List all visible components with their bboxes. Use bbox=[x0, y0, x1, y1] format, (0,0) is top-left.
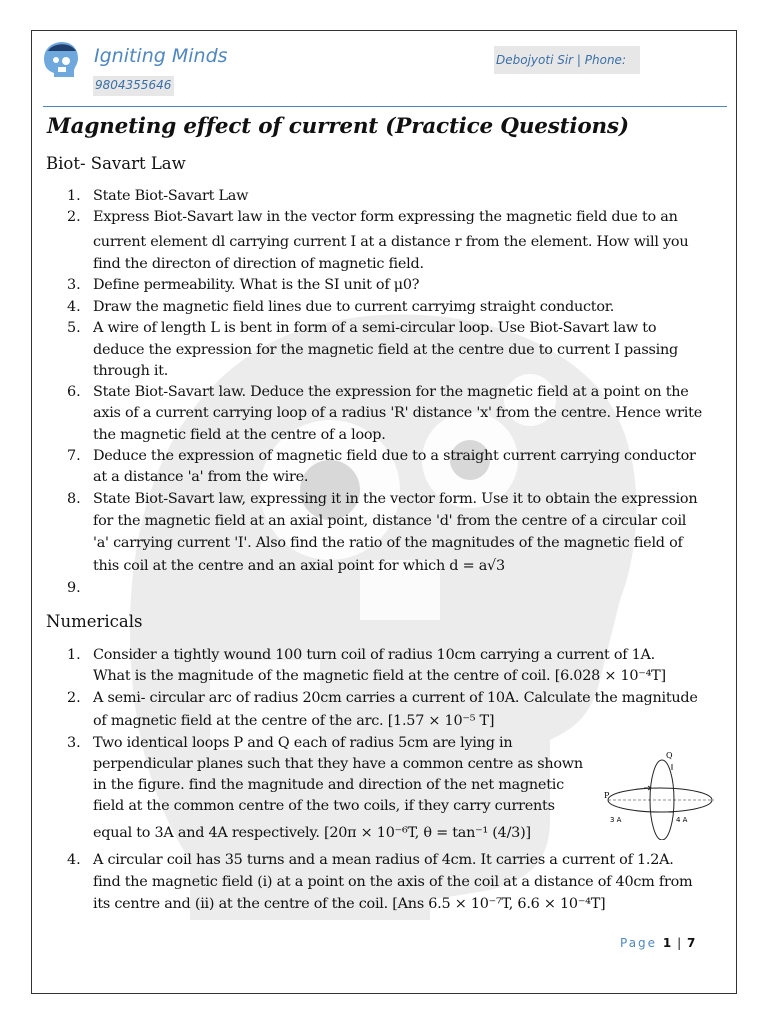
question-line: Deduce the expression of magnetic field due to a straight current carrying conductor bbox=[93, 448, 696, 464]
question-line: deduce the expression for the magnetic field at the centre due to current I passing bbox=[93, 342, 678, 358]
list-number: 1. bbox=[67, 647, 81, 663]
page-number: 1 bbox=[662, 936, 672, 950]
question-line: Express Biot-Savart law in the vector form expressing the magnetic field due to an bbox=[93, 209, 678, 225]
list-number: 4. bbox=[67, 852, 81, 868]
question-line: A semi- circular arc of radius 20cm carries a current of 10A. Calculate the magnitude bbox=[93, 690, 698, 706]
question-line: its centre and (ii) at the centre of the coil. [Ans 6.5 × 10⁻⁷T, 6.6 × 10⁻⁴T] bbox=[93, 896, 606, 912]
question-line: in the figure. find the magnitude and direction of the net magnetic bbox=[93, 777, 564, 793]
figure-label-current-q: 4 A bbox=[676, 816, 688, 824]
list-number: 7. bbox=[67, 448, 81, 464]
question-line: current element dl carrying current I at a distance r from the element. How will you bbox=[93, 234, 689, 250]
list-number: 2. bbox=[67, 209, 81, 225]
perpendicular-coils-figure bbox=[604, 750, 720, 840]
question-line: 'a' carrying current 'I'. Also find the ratio of the magnitudes of the magnetic field of bbox=[93, 535, 683, 551]
list-number: 9. bbox=[67, 580, 81, 596]
figure-label-q: Q bbox=[666, 751, 673, 760]
question-line: perpendicular planes such that they have a common centre as shown bbox=[93, 756, 583, 772]
list-number: 5. bbox=[67, 320, 81, 336]
igniting-minds-logo bbox=[40, 41, 80, 81]
list-number: 2. bbox=[67, 690, 81, 706]
question-line: What is the magnitude of the magnetic field at the centre of coil. [6.028 × 10⁻⁴T] bbox=[93, 668, 666, 684]
list-number: 4. bbox=[67, 299, 81, 315]
question-line: Consider a tightly wound 100 turn coil of radius 10cm carrying a current of 1A. bbox=[93, 647, 656, 663]
list-number: 3. bbox=[67, 735, 81, 751]
total-pages: 7 bbox=[686, 936, 696, 950]
question-line: find the magnetic field (i) at a point on the axis of the coil at a distance of 40cm from bbox=[93, 874, 693, 890]
list-number: 8. bbox=[67, 491, 81, 507]
contact-label: Debojyoti Sir | Phone: bbox=[494, 46, 640, 74]
page-footer: Page 1 | 7 bbox=[620, 936, 696, 950]
question-line: equal to 3A and 4A respectively. [20π × 10⁻⁶T, θ = tan⁻¹ (4/3)] bbox=[93, 825, 531, 841]
phone-number: 9804355646 bbox=[93, 76, 174, 96]
brand-name: Igniting Minds bbox=[94, 45, 228, 67]
section-heading-biot-savart: Biot- Savart Law bbox=[46, 154, 186, 173]
list-number: 1. bbox=[67, 188, 81, 204]
question-line: A circular coil has 35 turns and a mean radius of 4cm. It carries a current of 1.2A. bbox=[93, 852, 674, 868]
question-line: A wire of length L is bent in form of a semi-circular loop. Use Biot-Savart law to bbox=[93, 320, 657, 336]
question-line: of magnetic field at the centre of the arc. [1.57 × 10⁻⁵ T] bbox=[93, 713, 495, 729]
question-line: field at the common centre of the two coils, if they carry currents bbox=[93, 798, 555, 814]
list-number: 3. bbox=[67, 277, 81, 293]
question-line: Two identical loops P and Q each of radius 5cm are lying in bbox=[93, 735, 513, 751]
page-word: Page bbox=[620, 936, 658, 950]
question-line: find the directon of direction of magnetic field. bbox=[93, 256, 424, 272]
question-line: State Biot-Savart Law bbox=[93, 188, 249, 204]
page-title: Magneting effect of current (Practice Questions) bbox=[47, 114, 629, 139]
question-line: State Biot-Savart law. Deduce the expression for the magnetic field at a point on the bbox=[93, 384, 689, 400]
question-line: through it. bbox=[93, 363, 169, 379]
question-line: this coil at the centre and an axial point for which d = a√3 bbox=[93, 558, 505, 574]
question-line: the magnetic field at the centre of a loop. bbox=[93, 427, 386, 443]
header-divider bbox=[43, 106, 727, 107]
list-number: 6. bbox=[67, 384, 81, 400]
question-line: State Biot-Savart law, expressing it in the vector form. Use it to obtain the expression bbox=[93, 491, 698, 507]
figure-label-p: P bbox=[604, 791, 610, 800]
question-line: axis of a current carrying loop of a radius 'R' distance 'x' from the centre. Hence write bbox=[93, 405, 702, 421]
figure-label-current-p: 3 A bbox=[610, 816, 622, 824]
section-heading-numericals: Numericals bbox=[46, 612, 143, 631]
question-line: for the magnetic field at an axial point, distance 'd' from the centre of a circular coil bbox=[93, 513, 687, 529]
question-line: Define permeability. What is the SI unit of μ0? bbox=[93, 277, 420, 293]
question-line: at a distance 'a' from the wire. bbox=[93, 469, 309, 485]
question-line: Draw the magnetic field lines due to current carryimg straight conductor. bbox=[93, 299, 615, 315]
